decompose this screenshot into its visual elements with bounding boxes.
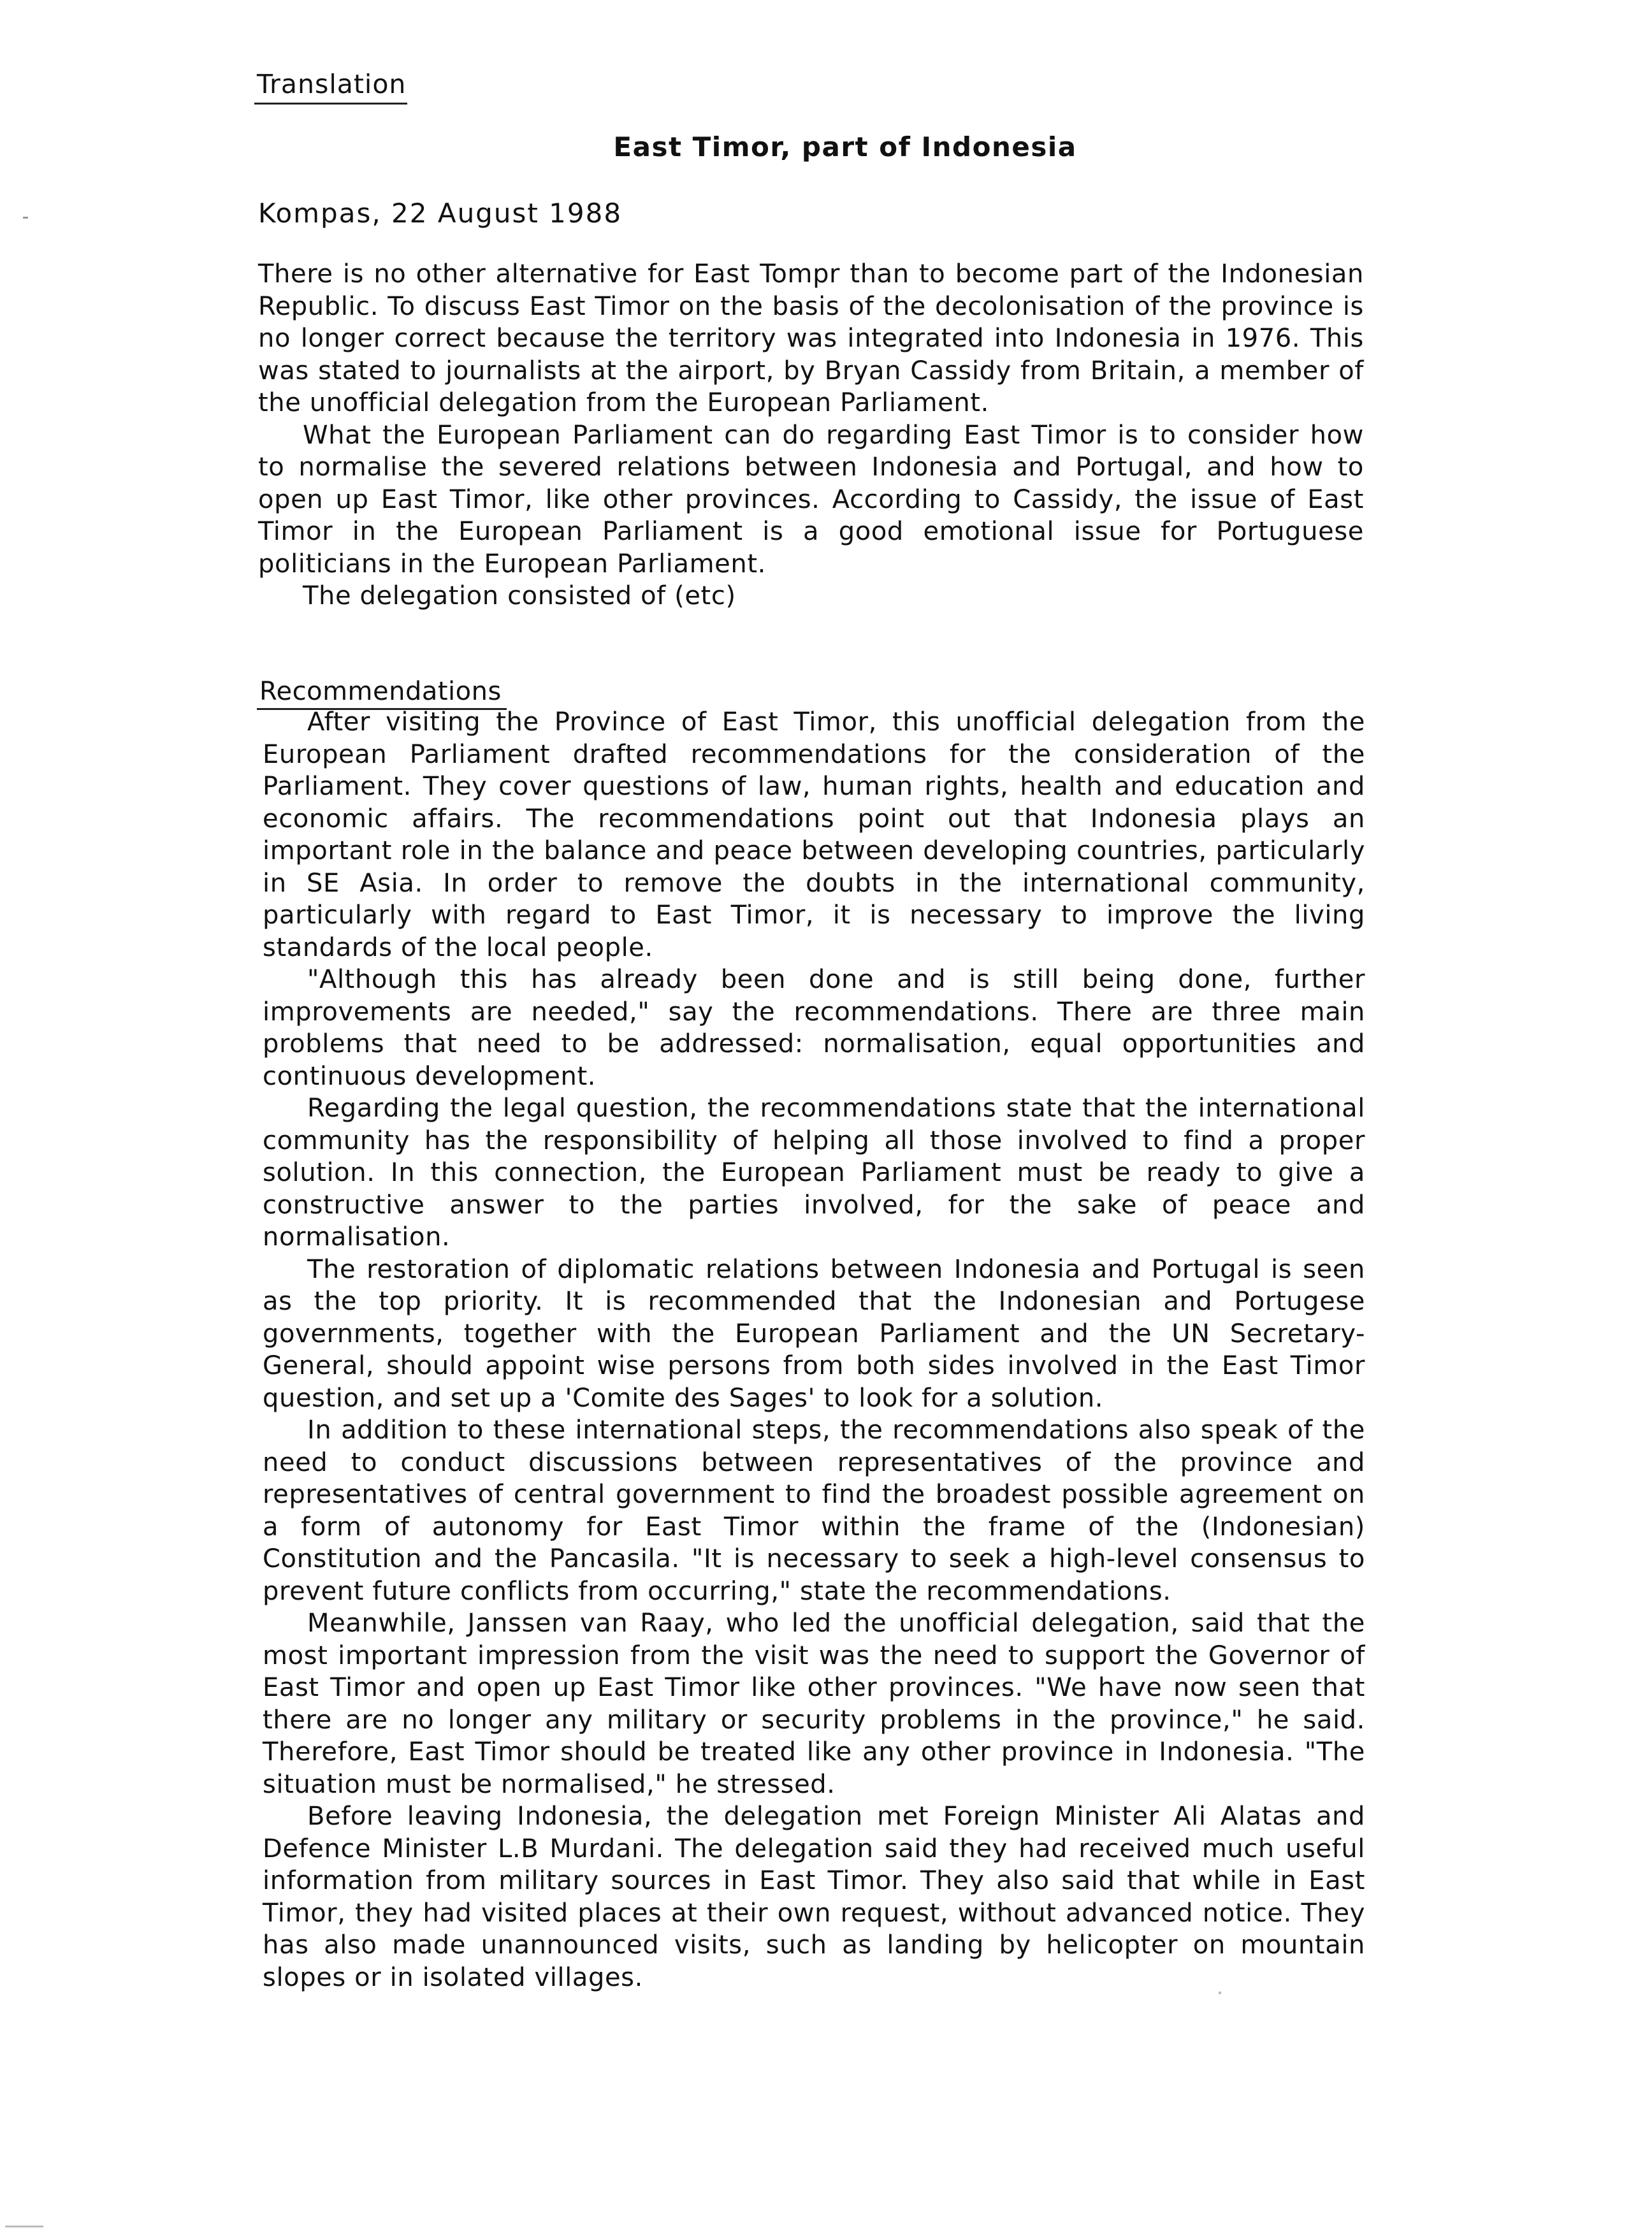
paragraph: The restoration of diplomatic relations between Indonesia and Portugal is seen as the top priority. It is recommended that the Indonesian and Portugese governments, together with the European Parliament and the UN Secretary-General, should appoint wise persons from both sides involved in the East Timor question, and set up a 'Comite des Sages' to look for a solution. xyxy=(263,1254,1365,1413)
paragraph: There is no other alternative for East Tompr than to become part of the Indonesian Republic. To discuss East Timor on the basis of the decolonisation of the province is no longer correct because the territory was integrated into Indonesia in 1976. This was stated to journalists at the airport, by Bryan Cassidy from Britain, a member of the unofficial delegation from the European Parliament. xyxy=(258,259,1364,417)
paragraph: Meanwhile, Janssen van Raay, who led the unofficial delegation, said that the most important impression from the visit was the need to support the Governor of East Timor and open up East Timor like other provinces. "We have now seen that there are no longer any military or security problems in the province," he said. Therefore, East Timor should be treated like any other province in Indonesia. "The situation must be normalised," he stressed. xyxy=(263,1609,1365,1799)
paragraph: The delegation consisted of (etc) xyxy=(303,581,736,611)
paragraph: Regarding the legal question, the recommendations state that the international community has the responsibility of helping all those involved to find a proper solution. In this connection, the European Parliament must be ready to give a constructive answer to the parties involved, for the sake of peace and normalisation. xyxy=(263,1094,1365,1252)
scan-corner-mark xyxy=(5,2226,43,2227)
intro-section xyxy=(258,258,1364,612)
paragraph: After visiting the Province of East Timor, this unofficial delegation from the European Parliament drafted recommendations for the consideration of the Parliament. They cover questions of law, human rights, health and education and economic affairs. The recommendations point out that Indonesia plays an important role in the balance and peace between developing countries, particularly in SE Asia. In order to remove the doubts in the international community, particularly with regard to East Timor, it is necessary to improve the living standards of the local people. xyxy=(263,707,1365,962)
article-title: East Timor, part of Indonesia xyxy=(613,131,1077,163)
paragraph: Before leaving Indonesia, the delegation met Foreign Minister Ali Alatas and Defence Minister L.B Murdani. The delegation said they had received much useful information from military sources in East Timor. They also said that while in East Timor, they had visited places at their own request, without advanced notice. They has also made unannounced visits, such as landing by helicopter on mountain slopes or in isolated villages. xyxy=(263,1802,1365,1992)
translation-label: Translation xyxy=(257,69,407,99)
paragraph: In addition to these international steps, the recommendations also speak of the need to conduct discussions between representatives of the province and representatives of central government to find the broadest possible agreement on a form of autonomy for East Timor within the frame of the (Indonesian) Constitution and the Pancasila. "It is necessary to seek a high-level consensus to prevent future conflicts from occurring," state the recommendations. xyxy=(263,1415,1365,1606)
recommendations-section xyxy=(263,706,1365,1994)
scan-margin-mark xyxy=(23,217,28,219)
paragraph: What the European Parliament can do regarding East Timor is to consider how to normalise the severed relations between Indonesia and Portugal, and how to open up East Timor, like other provinces. According to Cassidy, the issue of East Timor in the European Parliament is a good emotional issue for Portuguese politicians in the European Parliament. xyxy=(258,420,1364,579)
paragraph: "Although this has already been done and is still being done, further improvements are needed," say the recommendations. There are three main problems that need to be addressed: normalisation, equal opportunities and continuous development. xyxy=(263,965,1365,1091)
dateline: Kompas, 22 August 1988 xyxy=(258,198,623,229)
scan-speck xyxy=(1219,1992,1221,1994)
section-heading-recommendations: Recommendations xyxy=(259,677,502,706)
